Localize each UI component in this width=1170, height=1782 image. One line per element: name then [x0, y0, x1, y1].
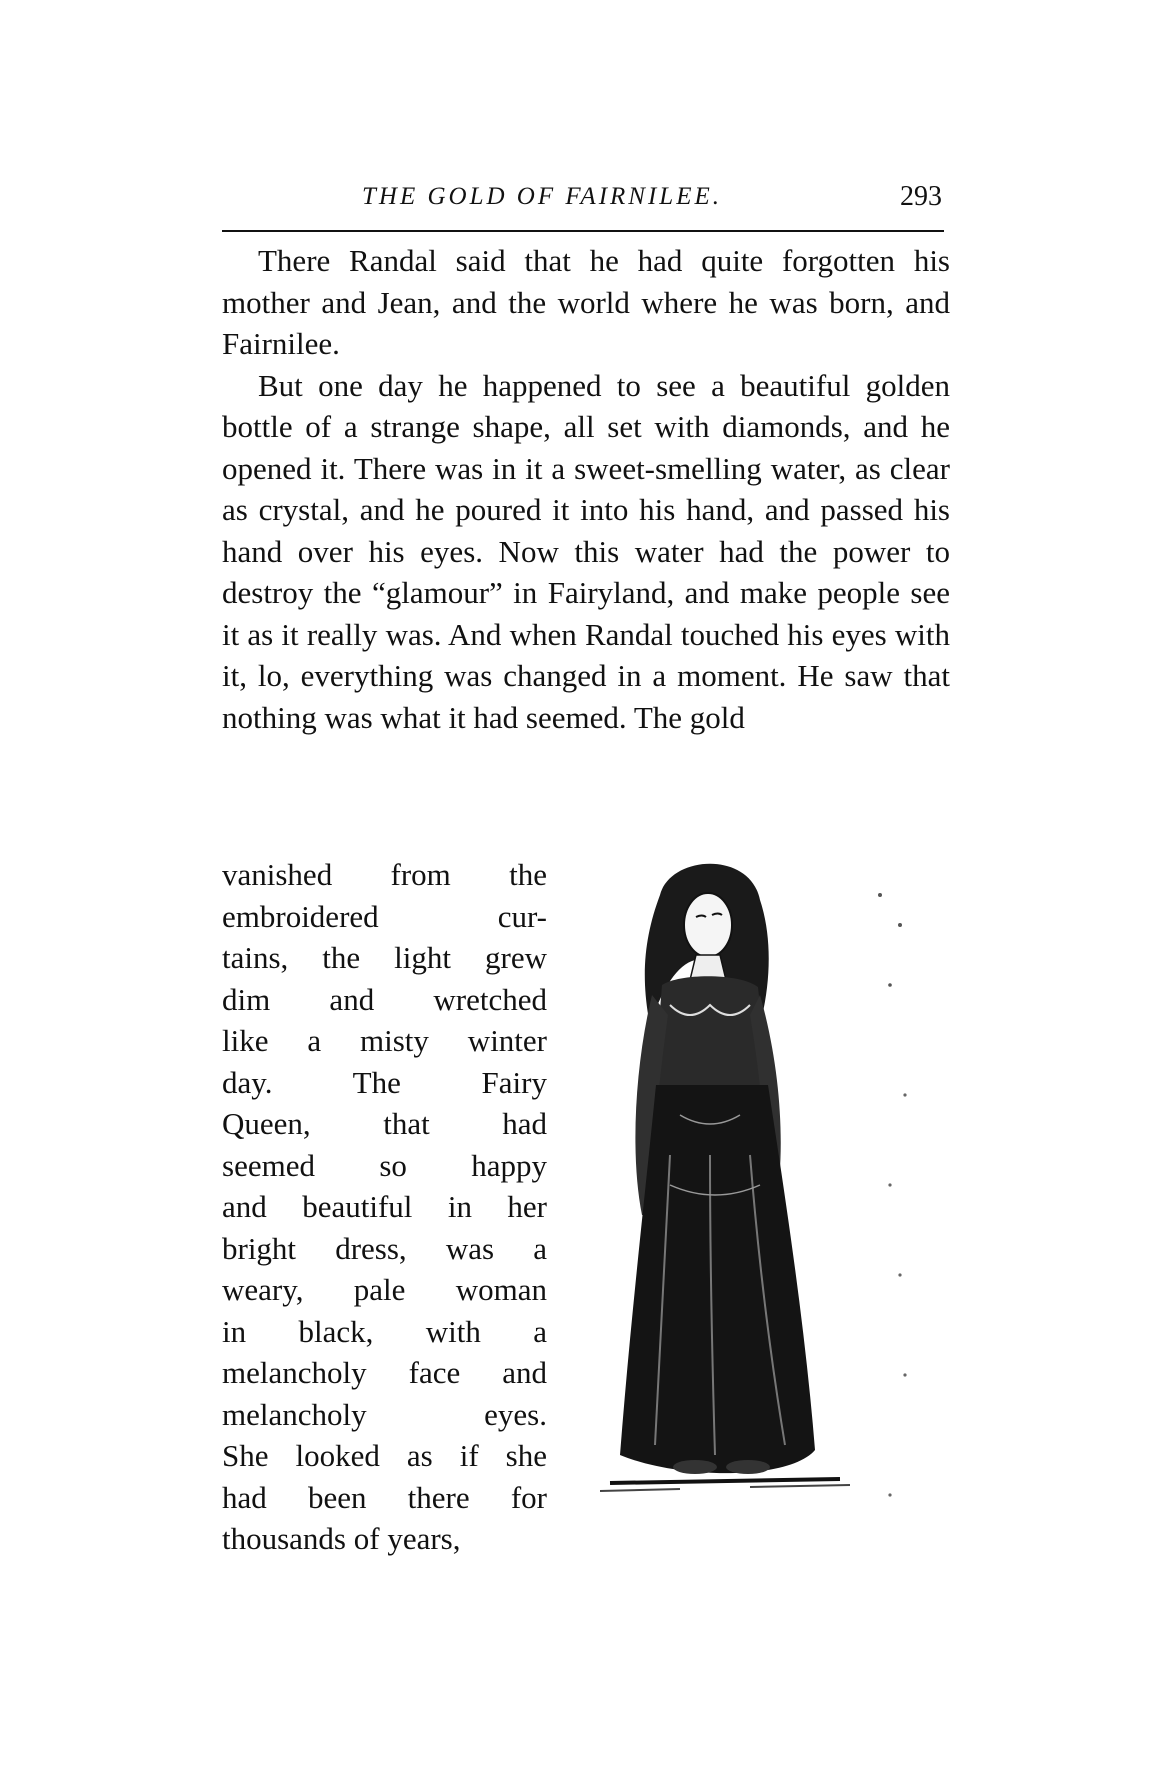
- text-line: vanished from the: [222, 857, 547, 892]
- paragraph: There Randal said that he had quite forgotten his mother and Jean, and the world where he was born, and Fairnilee.: [222, 243, 950, 361]
- fairy-queen-illustration: [600, 855, 945, 1535]
- wrapped-text-column: [222, 854, 547, 1560]
- page-header: [222, 183, 942, 223]
- text-line: in black, with a: [222, 1313, 547, 1349]
- text-line: melancholy face and: [222, 1355, 547, 1390]
- text-line: seemed so happy: [222, 1147, 547, 1183]
- text-line: day. The Fairy: [222, 1064, 547, 1100]
- text-line: had been there for: [222, 1479, 547, 1515]
- text-line: thousands of years,: [222, 1521, 461, 1556]
- text-line: tains, the light grew: [222, 940, 547, 975]
- paragraph: But one day he happened to see a beautiful golden bottle of a strange shape, all set with diamonds, and he opened it. There was in it a sweet-smelling water, as clear as crystal, and he poured it into his hand, and passed his hand over his eyes. Now this water had the power to destroy the “glamour” in Fairyland, and make people see it as it really was. And when Randal touched his eyes with it, lo, everything was changed in a moment. He saw that nothing was what it had seemed. The gold: [222, 367, 950, 735]
- running-title: THE GOLD OF FAIRNILEE.: [362, 183, 722, 210]
- header-rule: [222, 230, 944, 232]
- text-line: She looked as if she: [222, 1438, 547, 1473]
- text-line: embroidered cur-: [222, 898, 547, 934]
- text-line: dim and wretched: [222, 981, 547, 1017]
- page-number: 293: [900, 181, 942, 212]
- body-text: [222, 240, 950, 738]
- text-line: and beautiful in her: [222, 1189, 547, 1224]
- text-line: like a misty winter: [222, 1023, 547, 1058]
- text-line: weary, pale woman: [222, 1272, 547, 1307]
- text-line: Queen, that had: [222, 1106, 547, 1141]
- text-line: bright dress, was a: [222, 1230, 547, 1266]
- text-line: melancholy eyes.: [222, 1396, 547, 1432]
